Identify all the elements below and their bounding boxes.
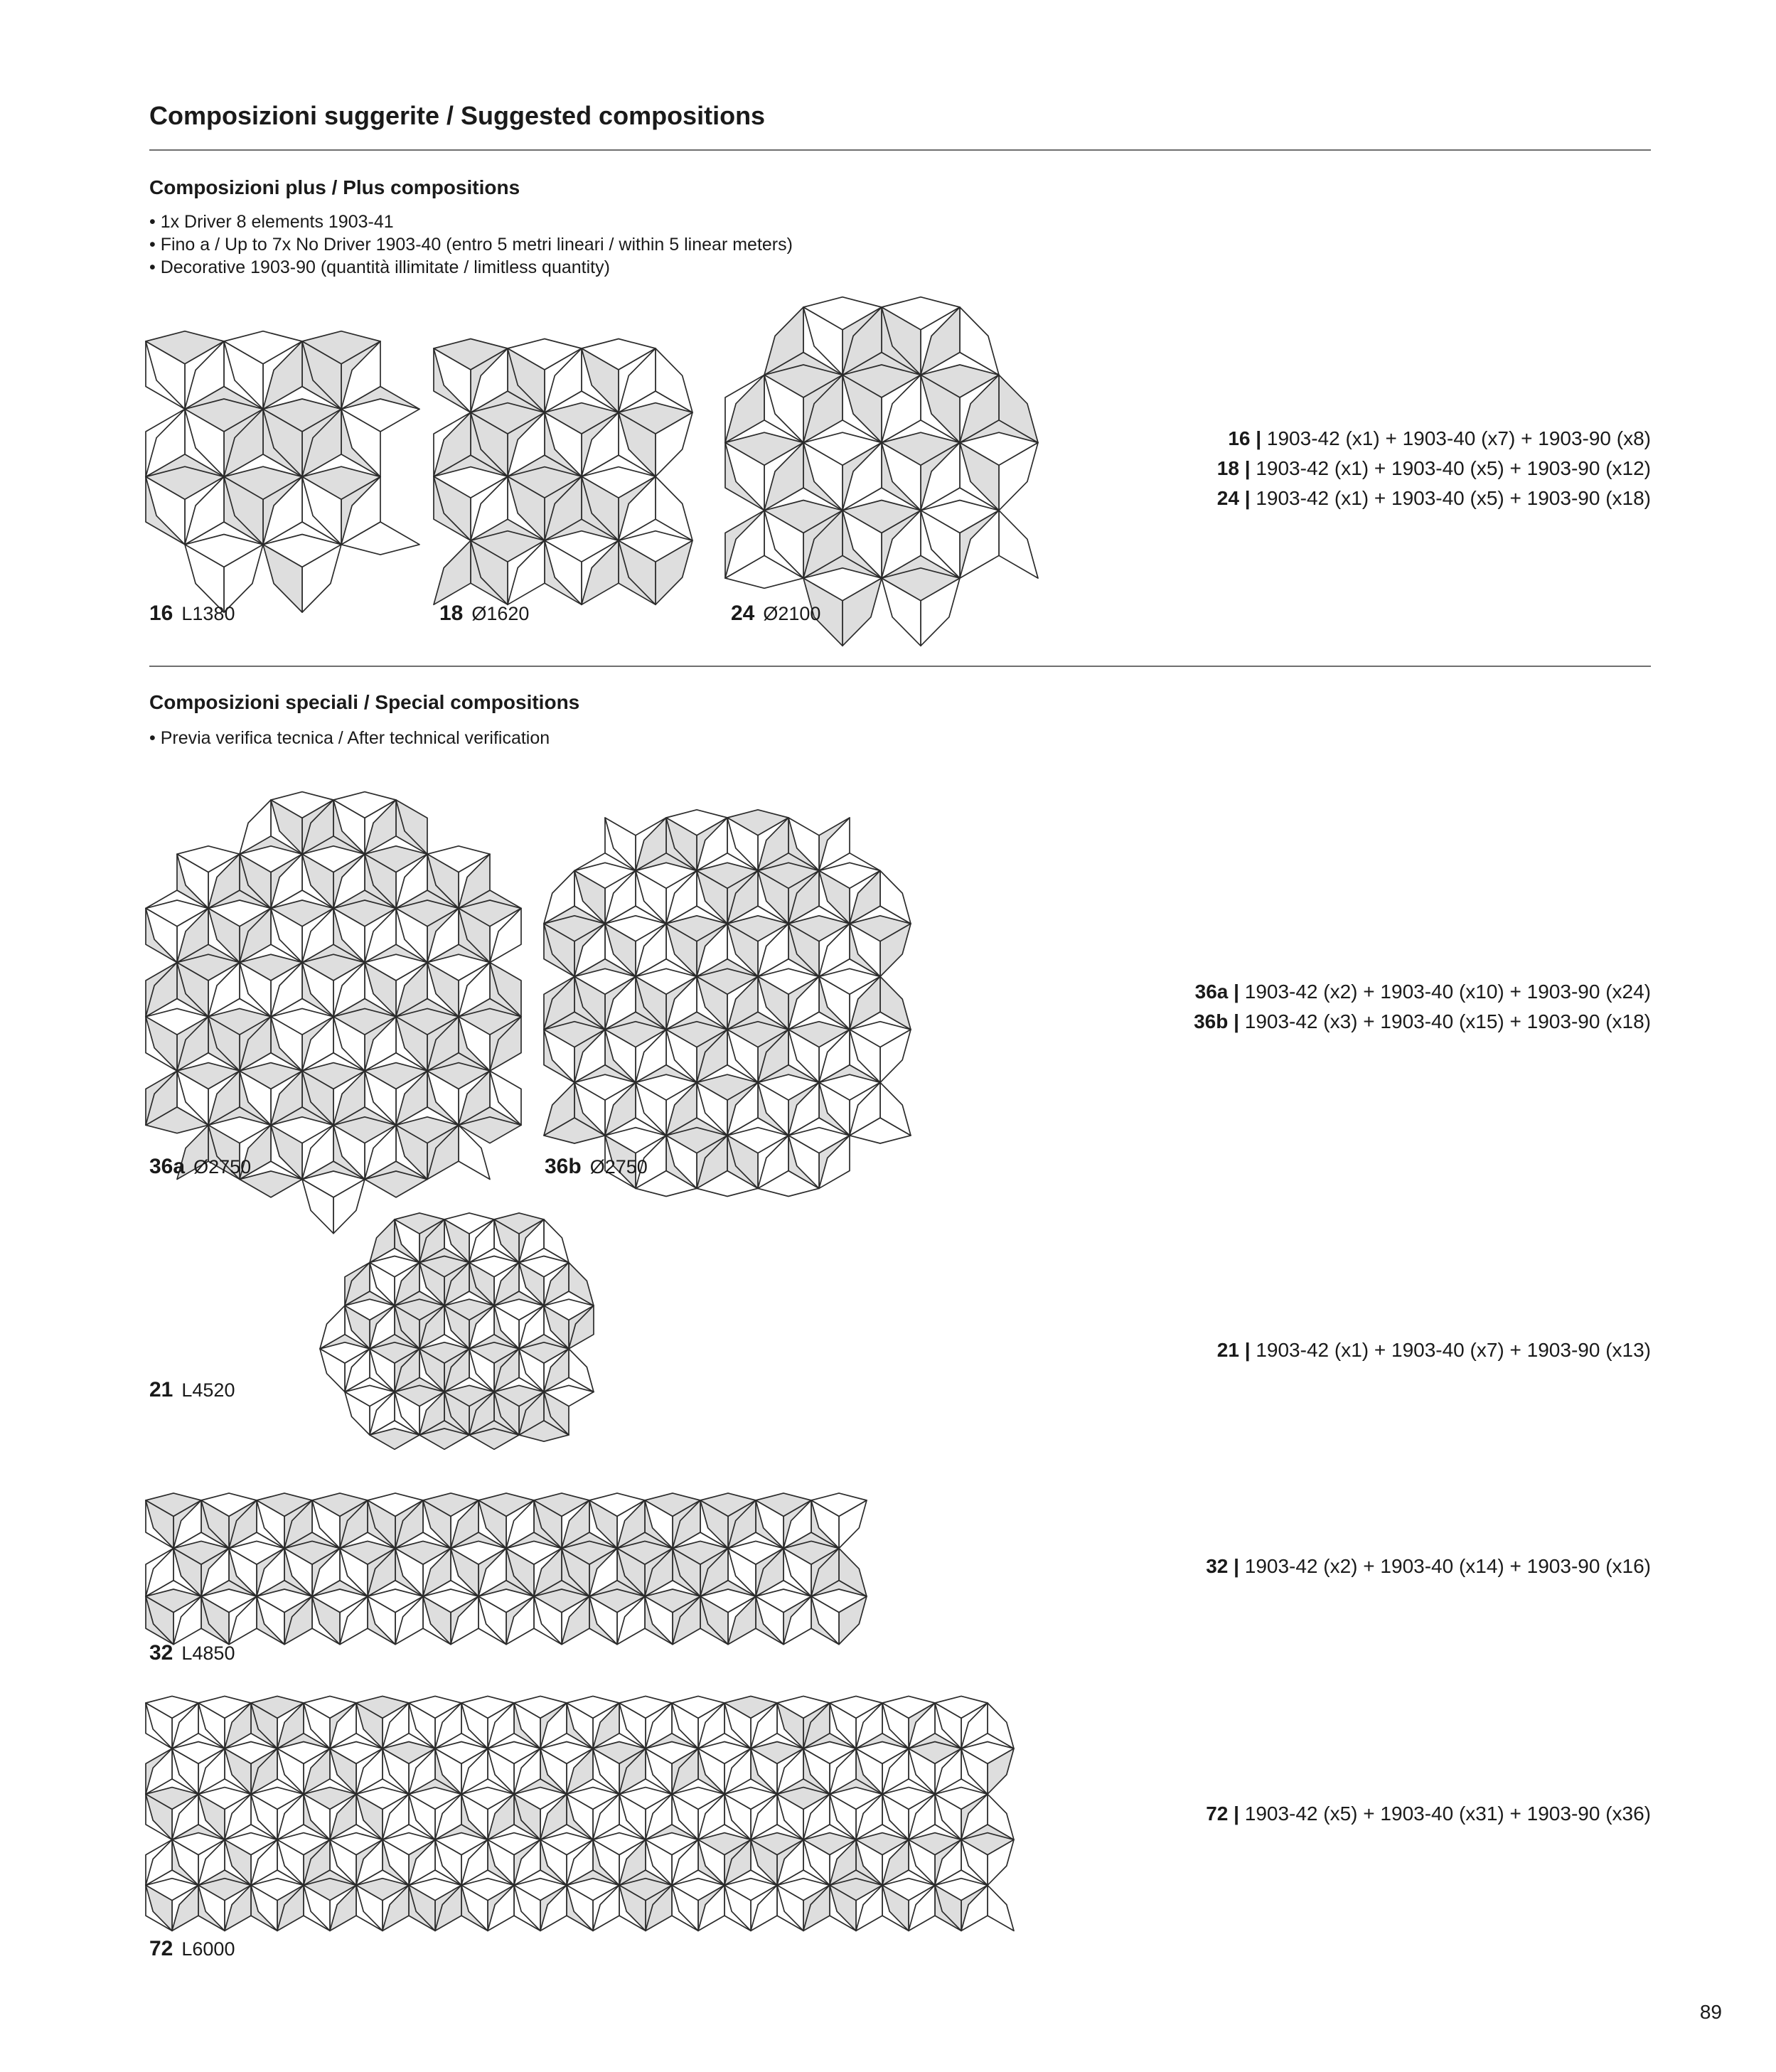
special-bullet: • Previa verifica tecnica / After technical verification [149,727,550,749]
caption-36b-id: 36b [545,1155,582,1178]
special-bullet-list [149,727,550,749]
special-heading: Composizioni speciali / Special compositions [149,691,580,713]
caption-24 [731,602,820,626]
plus-bullet: • Fino a / Up to 7x No Driver 1903-40 (entro 5 metri lineari / within 5 linear meters) [149,233,793,256]
formula-21: 21 | 1903-42 (x1) + 1903-40 (x7) + 1903-90 (x13) [1216,1339,1651,1361]
pentagon-tile [988,1885,1014,1931]
formula-36b-text: 1903-42 (x3) + 1903-40 (x15) + 1903-90 (x18) [1244,1010,1651,1032]
formula-32-id: 32 [1206,1555,1229,1577]
formula-18-id: 18 [1216,457,1239,479]
formula-21-id: 21 [1216,1339,1239,1361]
caption-16-dim: L1380 [181,603,235,624]
formula-72-id: 72 [1206,1803,1229,1825]
formula-21-text: 1903-42 (x1) + 1903-40 (x7) + 1903-90 (x13) [1256,1339,1651,1361]
caption-36a-dim: Ø2750 [193,1156,252,1177]
caption-18-id: 18 [439,602,464,625]
plus-bullet: • 1x Driver 8 elements 1903-41 [149,210,793,233]
composition-16-diagram [146,341,387,583]
composition-18-diagram [434,348,683,590]
caption-18-dim: Ø1620 [471,603,530,624]
composition-21-diagram [146,1219,779,1454]
formula-72: 72 | 1903-42 (x5) + 1903-40 (x31) + 1903-90 (x36) [1206,1803,1651,1825]
formula-36b: 36b | 1903-42 (x3) + 1903-40 (x15) + 1903-90 (x18) [1194,1010,1651,1032]
plus-bullet-list [149,210,793,279]
formula-36a: 36a | 1903-42 (x2) + 1903-40 (x10) + 1903-90 (x24) [1194,981,1651,1003]
composition-36b-diagram [544,818,906,1195]
formula-72-text: 1903-42 (x5) + 1903-40 (x31) + 1903-90 (x36) [1244,1803,1651,1825]
formula-24-text: 1903-42 (x1) + 1903-40 (x5) + 1903-90 (x18) [1256,487,1651,509]
formula-16-id: 16 [1228,427,1251,449]
special-36-formula-list [1194,977,1651,1037]
formula-36b-id: 36b [1194,1010,1229,1032]
title-rule [149,149,1651,151]
caption-36a-id: 36a [149,1155,186,1178]
formula-36a-text: 1903-42 (x2) + 1903-40 (x10) + 1903-90 (x24) [1244,981,1651,1003]
caption-32 [149,1641,235,1665]
caption-32-id: 32 [149,1641,173,1665]
pentagon-tile [434,540,471,604]
page-title: Composizioni suggerite / Suggested compositions [149,101,766,130]
formula-36a-id: 36a [1194,981,1229,1003]
formula-24: 24 | 1903-42 (x1) + 1903-40 (x5) + 1903-90 (x18) [1216,487,1651,509]
caption-16 [149,602,235,626]
caption-16-id: 16 [149,602,173,625]
caption-21 [149,1378,235,1402]
plus-formula-list [1217,424,1651,513]
formula-18: 18 | 1903-42 (x1) + 1903-40 (x5) + 1903-90 (x12) [1216,457,1651,479]
formula-16-text: 1903-42 (x1) + 1903-40 (x7) + 1903-90 (x8) [1266,427,1651,449]
composition-36a-diagram [146,800,523,1212]
plus-bullet: • Decorative 1903-90 (quantità illimitate / limitless quantity) [149,256,793,279]
caption-36b-dim: Ø2750 [589,1156,648,1177]
caption-32-dim: L4850 [181,1643,235,1664]
formula-32: 32 | 1903-42 (x2) + 1903-40 (x14) + 1903-90 (x16) [1206,1555,1651,1577]
caption-18 [439,602,529,626]
caption-24-dim: Ø2100 [763,603,821,624]
caption-72-id: 72 [149,1937,173,1960]
section-rule [149,666,1651,667]
page-number: 89 [1699,2001,1722,2023]
caption-21-dim: L4520 [181,1379,235,1401]
composition-72-diagram [146,1703,1006,1920]
caption-36a [149,1155,251,1179]
caption-72-dim: L6000 [181,1938,235,1960]
caption-36b [545,1155,648,1179]
formula-16: 16 | 1903-42 (x1) + 1903-40 (x7) + 1903-90 (x8) [1228,427,1651,449]
formula-24-id: 24 [1216,487,1239,509]
composition-24-diagram [725,307,1024,620]
formula-18-text: 1903-42 (x1) + 1903-40 (x5) + 1903-90 (x12) [1256,457,1651,479]
caption-21-id: 21 [149,1378,173,1401]
formula-32-text: 1903-42 (x2) + 1903-40 (x14) + 1903-90 (x16) [1244,1555,1651,1577]
pentagon-tile [999,511,1038,578]
caption-72 [149,1937,235,1961]
plus-heading: Composizioni plus / Plus compositions [149,176,520,198]
caption-24-id: 24 [731,602,755,625]
composition-32-diagram [146,1500,864,1635]
